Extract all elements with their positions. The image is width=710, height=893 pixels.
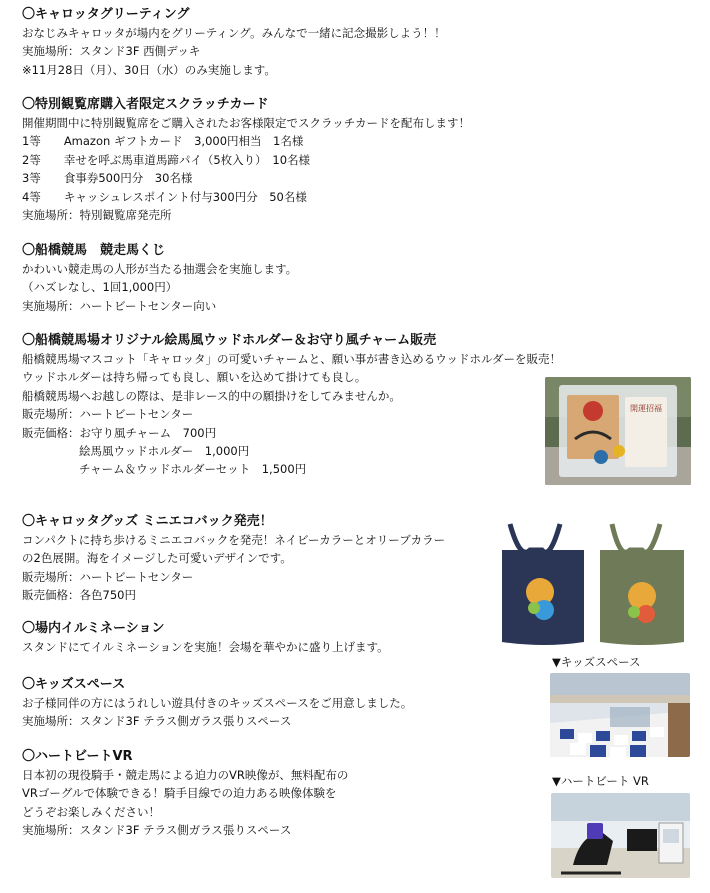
price-line: チャーム＆ウッドホルダーセット 1,500円	[79, 462, 307, 477]
kids-space-photo	[550, 673, 690, 757]
section-heading: 〇船橋競馬 競走馬くじ	[22, 243, 166, 258]
body-line: 船橋競馬場へお越しの際は、是非レース的中の願掛けをしてみませんか。	[22, 388, 401, 403]
section-heading: 〇キャロッタグッズ ミニエコバック発売！	[22, 514, 273, 529]
section-heading: 〇場内イルミネーション	[22, 621, 165, 636]
body-line: 販売価格：お守り風チャーム 700円	[22, 425, 217, 440]
section-heading: 〇キッズスペース	[22, 677, 126, 692]
kids-space-caption: ▼キッズスペース	[552, 655, 641, 669]
section-heading: 〇キャロッタグリーティング	[22, 7, 190, 22]
prize-line: 3等 食事券500円分 30名様	[22, 171, 193, 186]
body-line: 実施場所：特別観覧席発売所	[22, 208, 172, 223]
section-heading: 〇船橋競馬場オリジナル絵馬風ウッドホルダー＆お守り風チャーム販売	[22, 333, 437, 348]
body-line: 販売価格：各色750円	[22, 588, 136, 603]
eco-bag-photo	[492, 520, 692, 650]
section-scratch-card	[22, 96, 470, 224]
body-line: の2色展開。海をイメージした可愛いデザインです。	[22, 551, 292, 566]
body-line: 船橋競馬場マスコット「キャロッタ」の可愛いチャームと、願い事が書き込めるウッドホルダーを販売！	[22, 352, 561, 366]
prize-line: 1等 Amazon ギフトカード 3,000円相当 1名様	[22, 134, 304, 149]
vr-photo	[551, 793, 690, 878]
body-line: かわいい競走馬の人形が当たる抽選会を実施します。	[22, 262, 298, 276]
prize-line: 2等 幸せを呼ぶ馬車道馬蹄パイ（5枚入り） 10名様	[22, 152, 311, 167]
price-line: 絵馬風ウッドホルダー 1,000円	[79, 444, 250, 459]
charm-woodholder-photo	[545, 377, 691, 485]
section-eco-bag	[22, 513, 445, 605]
body-line: 販売場所：ハートビートセンター	[22, 569, 194, 584]
body-line: ※11月28日（月）、30日（水）のみ実施します。	[22, 62, 276, 77]
ema-text: 開運招福	[630, 404, 662, 413]
prize-line: 4等 キャッシュレスポイント付与300円分 50名様	[22, 189, 307, 204]
section-kids-space	[22, 676, 412, 731]
body-line: コンパクトに持ち歩けるミニエコバックを発売！ネイビーカラーとオリーブカラー	[22, 533, 446, 547]
section-heartbeat-vr	[22, 748, 348, 840]
section-heading: 〇特別観覧席購入者限定スクラッチカード	[22, 97, 269, 112]
body-line: ウッドホルダーは持ち帰っても良し、願いを込めて掛けても良し。	[22, 370, 367, 385]
body-line: どうぞお楽しみください！	[22, 804, 160, 819]
body-line: おなじみキャロッタが場内をグリーティング。みんなで一緒に記念撮影しよう！！	[22, 26, 446, 40]
section-illumination	[22, 620, 389, 656]
body-line: （ハズレなし、1回1,000円）	[22, 280, 178, 295]
body-line: 日本初の現役騎手・競走馬による迫力のVR映像が、無料配布の	[22, 768, 349, 782]
vr-caption: ▼ハートビート VR	[552, 774, 649, 788]
body-line: スタンドにてイルミネーションを実施！会場を華やかに盛り上げます。	[22, 640, 389, 654]
section-greeting	[22, 6, 446, 79]
body-line: お子様同伴の方にはうれしい遊具付きのキッズスペースをご用意しました。	[22, 696, 413, 710]
section-wood-holder	[22, 332, 561, 479]
body-line: 実施場所：スタンド3F テラス側ガラス張りスペース	[22, 823, 292, 838]
body-line: VRゴーグルで体験できる！騎手目線での迫力ある映像体験を	[22, 786, 337, 801]
body-line: 実施場所：スタンド3F 西側デッキ	[22, 44, 201, 59]
body-line: 実施場所：ハートビートセンター向い	[22, 298, 217, 313]
body-line: 開催期間中に特別観覧席をご購入されたお客様限定でスクラッチカードを配布します！	[22, 116, 471, 130]
section-heading: 〇ハートビートVR	[22, 749, 133, 764]
body-line: 実施場所：スタンド3F テラス側ガラス張りスペース	[22, 714, 292, 729]
section-horse-lottery	[22, 242, 297, 315]
body-line: 販売場所：ハートビートセンター	[22, 407, 194, 422]
